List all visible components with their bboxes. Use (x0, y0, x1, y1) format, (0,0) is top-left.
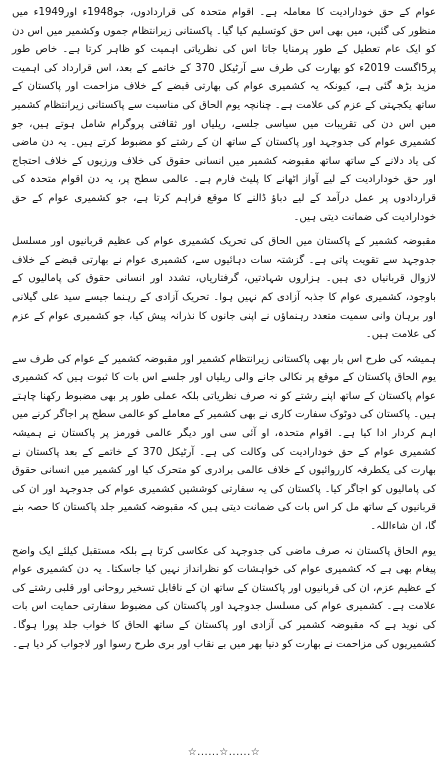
end-divider: ☆......☆......☆ (187, 747, 261, 758)
paragraph-right-to-self-determination: عوام کے حق خودارادیت کا معاملہ ہے۔ اقوام متحدہ کی قراردادوں، جو1948ء اور1949ء میں منظور کی گئیں، میں بھی اس حق کوتسلیم کیا گیا۔ پاکستانی زیرانتظام جموں وکشمیر میں اس دن کو ایک عام تعطیل کے طور پرمنایا جاتا اس کی نظریاتی اہمیت کو ظاہر کرتا ہے۔ خاص طور پر5اگست 2019ء کو بھارت کی طرف سے آرٹیکل 370 کے خاتمے کے بعد، اس قرارداد کی اہمیت مزید بڑھ گئی ہے، کیونکہ یہ کشمیری عوام کی بھارتی قبضے کے خلاف مزاحمت اور پاکستان کے ساتھ یکجہتی کے عزم کی علامت ہے۔ چنانچہ یوم الحاق کی مناسبت سے پاکستانی زیرانتظام کشمیر میں اس دن کی تقریبات میں سیاسی جلسے، ریلیاں اور ثقافتی پروگرام شامل ہوتے ہیں، جو کشمیری عوام کی جدوجہد اور پاکستان کے ساتھ ان کے رشتے کو مضبوط کرتے ہیں۔ یہ دن ماضی کی یاد دلانے کے ساتھ ساتھ مقبوضہ کشمیر میں انسانی حقوق کی خلاف ورزیوں کے خلاف احتجاج اور حق خودارادیت کے لیے آواز اٹھانے کا پلیٹ فارم ہے۔ عالمی سطح پر، یہ دن اقوام متحدہ کی قراردادوں پر عمل درآمد کے لیے دباؤ ڈالنے کا موقع فراہم کرتا ہے، جو کشمیری عوام کے حق خودارادیت کی ضمانت دیتی ہیں۔ (12, 7, 437, 223)
paragraph-sacrifices: مقبوضہ کشمیر کے پاکستان میں الحاق کی تحریک کشمیری عوام کی عظیم قربانیوں اور مسلسل جدوجہد سے تقویت پاتی ہے۔ گزشتہ سات دہائیوں سے، کشمیری عوام نے بھارتی قبضے کے خلاف لازوال قربانیاں دی ہیں۔ ہزاروں شہادتیں، گرفتاریاں، تشدد اور انسانی حقوق کی پامالیوں کے باوجود، کشمیری عوام کا جذبہ آزادی کم نہیں ہوا۔ تحریک آزادی کے رہنما جیسے سید علی گیلانی اور برہان وانی سمیت متعدد رہنماؤں نے اپنی جانوں کا نذرانہ پیش کیا، جو کشمیری عوام کے عزم کی علامت ہیں۔ (12, 236, 436, 341)
paragraph-conclusion: یوم الحاق پاکستان نہ صرف ماضی کی جدوجہد کی عکاسی کرتا ہے بلکہ مستقبل کیلئے ایک واضح پیغام بھی ہے کہ کشمیری عوام کی خواہشات کو نظرانداز نہیں کیا جاسکتا۔ یہ دن کشمیری عوام کے عظیم عزم، ان کی قربانیوں اور پاکستان کے ساتھ ان کے ناقابل تسخیر روحانی اور قلبی رشتے کی علامت ہے۔ کشمیری عوام کی مسلسل جدوجہد اور پاکستان کی مضبوط سفارتی حمایت اس بات کی نوید ہے کہ مقبوضہ کشمیر کی آزادی اور پاکستان کے ساتھ الحاق کا خواب جلد پورا ہوگا۔ کشمیریوں کی مزاحمت نے بھارت کو دنیا بھر میں بے نقاب اور بری طرح رسوا اور لاجواب کر دیا ہے۔ (12, 545, 436, 650)
paragraph-diplomacy: ہمیشہ کی طرح اس بار بھی پاکستانی زیرانتظام کشمیر اور مقبوضہ کشمیر کے عوام کی طرف سے یوم الحاق پاکستان کے موقع پر نکالی جانے والی ریلیاں اور جلسے اس بات کا ثبوت ہیں کہ کشمیری عوام پاکستان کے ساتھ اپنے رشتے کو نہ صرف نظریاتی بلکہ عملی طور پر بھی مضبوط رکھنا چاہتے ہیں۔ پاکستان کی دوٹوک سفارت کاری نے بھی کشمیر کے معاملے کو عالمی سطح پر اجاگر کرنے میں اہم کردار ادا کیا ہے۔ اقوام متحدہ، او آئی سی اور دیگر عالمی فورمز پر پاکستان نے ہمیشہ کشمیری عوام کے حق خودارادیت کی وکالت کی ہے۔ آرٹیکل 370 کے خاتمے کے بعد پاکستان نے بھارت کی یکطرفہ کارروائیوں کے خلاف عالمی برادری کو متحرک کیا اور کشمیر میں انسانی حقوق کی پامالیوں کو اجاگر کیا۔ پاکستان کی یہ سفارتی کوششیں کشمیری عوام کی جدوجہد اور ان کی قربانیوں کے ساتھ مل کر اس بات کی ضمانت دیتی ہیں کہ مقبوضہ کشمیر جلد پاکستان کا حصہ بنے گا، ان شاءاللہ۔ (12, 353, 436, 533)
